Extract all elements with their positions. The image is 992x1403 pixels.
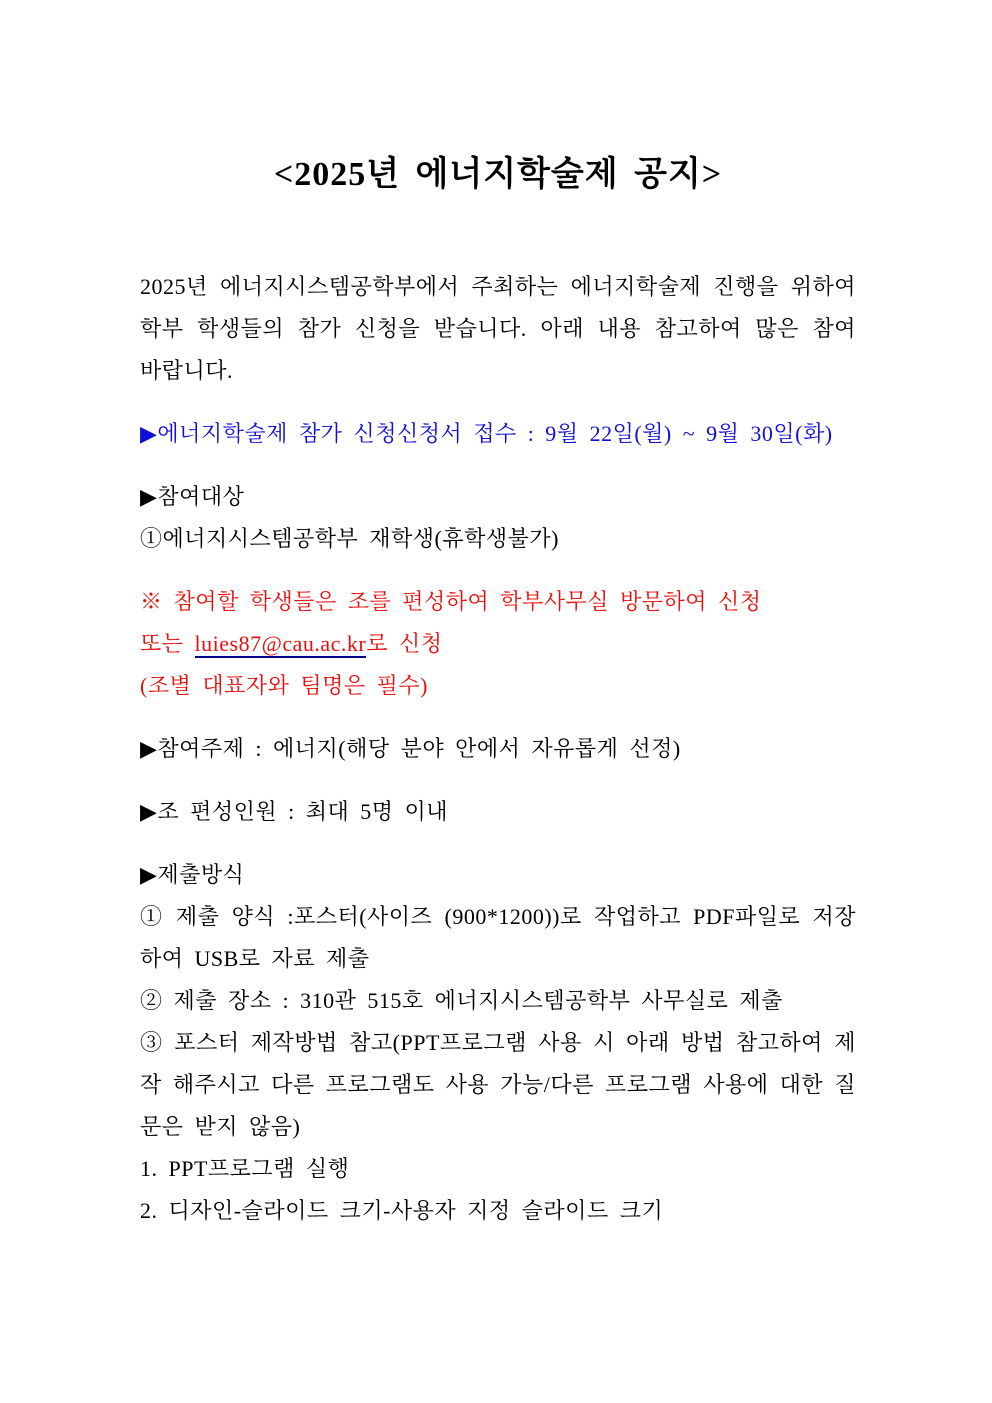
intro-paragraph: 2025년 에너지시스템공학부에서 주최하는 에너지학술제 진행을 위하여 학부 학생들의 참가 신청을 받습니다. 아래 내용 참고하여 많은 참여 바랍니다. xyxy=(140,274,856,383)
submission-heading: ▶제출방식 xyxy=(140,862,245,887)
submission-item: ③ 포스터 제작방법 참고(PPT프로그램 사용 시 아래 방법 참고하여 제작 해주시고 다른 프로그램도 사용 가능/다른 프로그램 사용에 대한 질문은 받지 않음) xyxy=(140,1030,856,1139)
email-link[interactable]: luies87@cau.ac.kr xyxy=(194,631,367,656)
red-notice-line-2 xyxy=(140,623,856,665)
eligibility-section xyxy=(140,476,856,560)
submission-item: 1. PPT프로그램 실행 xyxy=(140,1156,350,1181)
submission-item: ① 제출 양식 :포스터(사이즈 (900*1200))로 작업하고 PDF파일로 저장하여 USB로 자료 제출 xyxy=(140,904,856,971)
submission-item: ② 제출 장소 : 310관 515호 에너지시스템공학부 사무실로 제출 xyxy=(140,988,783,1013)
red-notice-section xyxy=(140,581,856,707)
submission-section xyxy=(140,854,856,1232)
red-notice-line-2-prefix: 또는 xyxy=(140,631,195,656)
eligibility-item: ①에너지시스템공학부 재학생(휴학생불가) xyxy=(140,526,559,551)
page-title: <2025년 에너지학술제 공지> xyxy=(273,156,723,193)
topic-line: ▶참여주제 : 에너지(해당 분야 안에서 자유롭게 선정) xyxy=(140,736,681,761)
team-size-line: ▶조 편성인원 : 최대 5명 이내 xyxy=(140,799,449,824)
eligibility-heading: ▶참여대상 xyxy=(140,484,245,509)
red-notice-line-3: (조별 대표자와 팀명은 필수) xyxy=(140,673,428,698)
red-notice-line-1: ※ 참여할 학생들은 조를 편성하여 학부사무실 방문하여 신청 xyxy=(140,589,762,614)
application-period-line: ▶에너지학술제 참가 신청신청서 접수 : 9월 22일(월) ~ 9월 30일(화) xyxy=(140,421,833,446)
submission-item: 2. 디자인-슬라이드 크기-사용자 지정 슬라이드 크기 xyxy=(140,1198,664,1223)
red-notice-line-2-suffix: 로 신청 xyxy=(366,631,443,656)
